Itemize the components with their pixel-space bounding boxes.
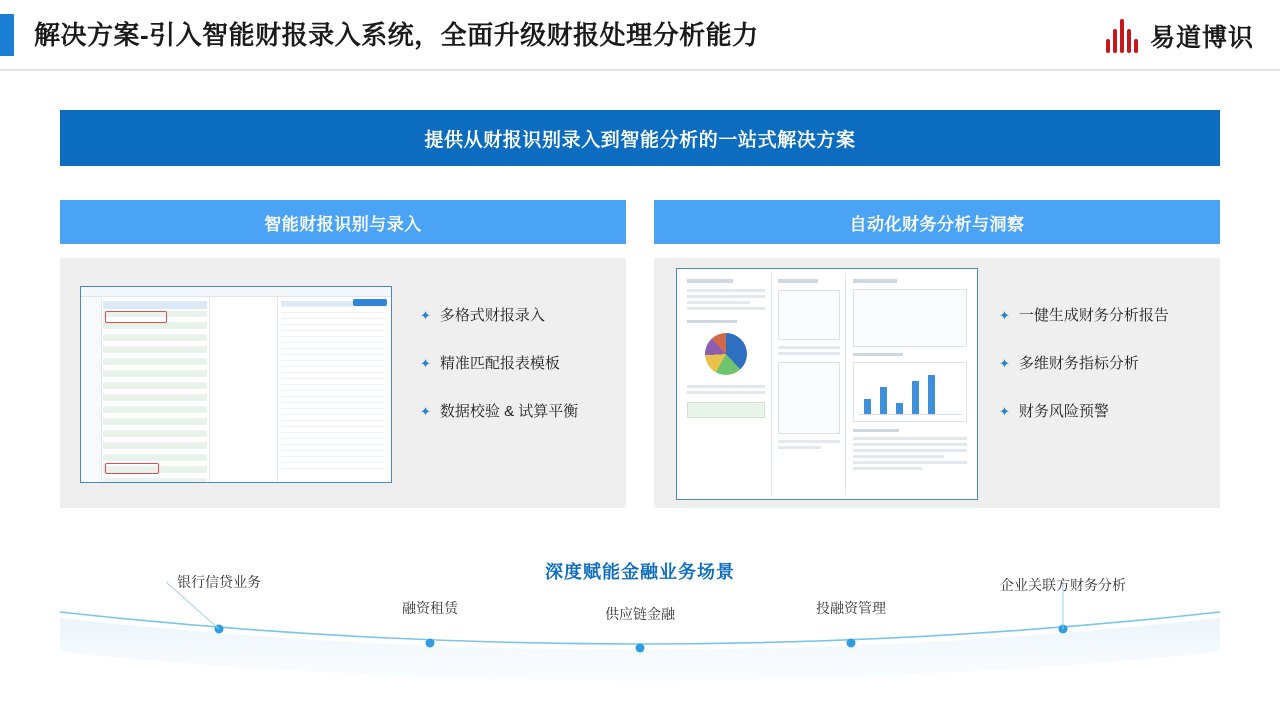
header-accent-bar <box>0 14 14 56</box>
bullet-item: ✦ 数据校验 & 试算平衡 <box>420 403 579 420</box>
column-header-recognition <box>60 200 626 244</box>
mock-sidebar <box>81 297 102 482</box>
scenario-label-related-party: 企业关联方财务分析 <box>1000 577 1126 593</box>
report-page-3 <box>847 273 973 495</box>
bullet-item: ✦ 财务风险预警 <box>999 403 1109 420</box>
mock-primary-button <box>353 299 387 306</box>
brand-name: 易道博识 <box>1149 24 1254 52</box>
bullet-list-analysis <box>999 306 1169 450</box>
diamond-bullet-icon: ✦ <box>420 404 431 419</box>
mock-highlight-1 <box>105 311 167 323</box>
brand-bars-icon <box>1106 19 1142 53</box>
bullet-list-recognition <box>420 306 578 450</box>
mock-rows-left <box>103 311 207 478</box>
diamond-bullet-icon: ✦ <box>999 356 1010 371</box>
mock-rows-right <box>281 301 385 478</box>
diamond-bullet-icon: ✦ <box>420 356 431 371</box>
report-page-1 <box>681 273 772 495</box>
mock-highlight-2 <box>105 463 159 474</box>
page-title: 解决方案-引入智能财报录入系统，全面升级财报处理分析能力 <box>34 20 759 50</box>
mock-toolbar <box>81 287 391 297</box>
report-page-2 <box>773 273 846 495</box>
financial-analysis-report-screenshot <box>676 268 978 500</box>
scenario-title: 深度赋能金融业务场景 <box>545 562 735 582</box>
column-header-analysis <box>654 200 1220 244</box>
mock-col-2 <box>277 297 278 482</box>
mock-table-header <box>103 301 207 309</box>
scenario-label-leasing: 融资租赁 <box>402 600 458 616</box>
solution-banner-text: 提供从财报识别录入到智能分析的一站式解决方案 <box>424 129 856 151</box>
panel-recognition <box>60 258 626 508</box>
diamond-bullet-icon: ✦ <box>420 308 431 323</box>
diamond-bullet-icon: ✦ <box>999 404 1010 419</box>
scenario-arc <box>0 560 1280 700</box>
bullet-item: ✦ 精准匹配报表模板 <box>420 355 560 372</box>
bullet-item: ✦ 多维财务指标分析 <box>999 355 1139 372</box>
bullet-item: ✦ 一健生成财务分析报告 <box>999 307 1169 324</box>
panel-analysis <box>654 258 1220 508</box>
financial-statement-entry-screenshot <box>80 286 392 483</box>
diamond-bullet-icon: ✦ <box>999 308 1010 323</box>
scenario-label-investment: 投融资管理 <box>816 600 886 616</box>
column-header-analysis-label: 自动化财务分析与洞察 <box>849 214 1025 234</box>
scenario-label-supply-chain: 供应链金融 <box>605 606 675 622</box>
column-header-recognition-label: 智能财报识别与录入 <box>264 214 422 234</box>
header-divider <box>0 69 1280 71</box>
solution-banner <box>60 110 1220 166</box>
brand-logo <box>1106 16 1254 56</box>
mock-col-1 <box>209 297 210 482</box>
scenario-label-bank-credit: 银行信贷业务 <box>177 574 261 590</box>
bullet-item: ✦ 多格式财报录入 <box>420 307 545 324</box>
page-header <box>0 0 1280 70</box>
